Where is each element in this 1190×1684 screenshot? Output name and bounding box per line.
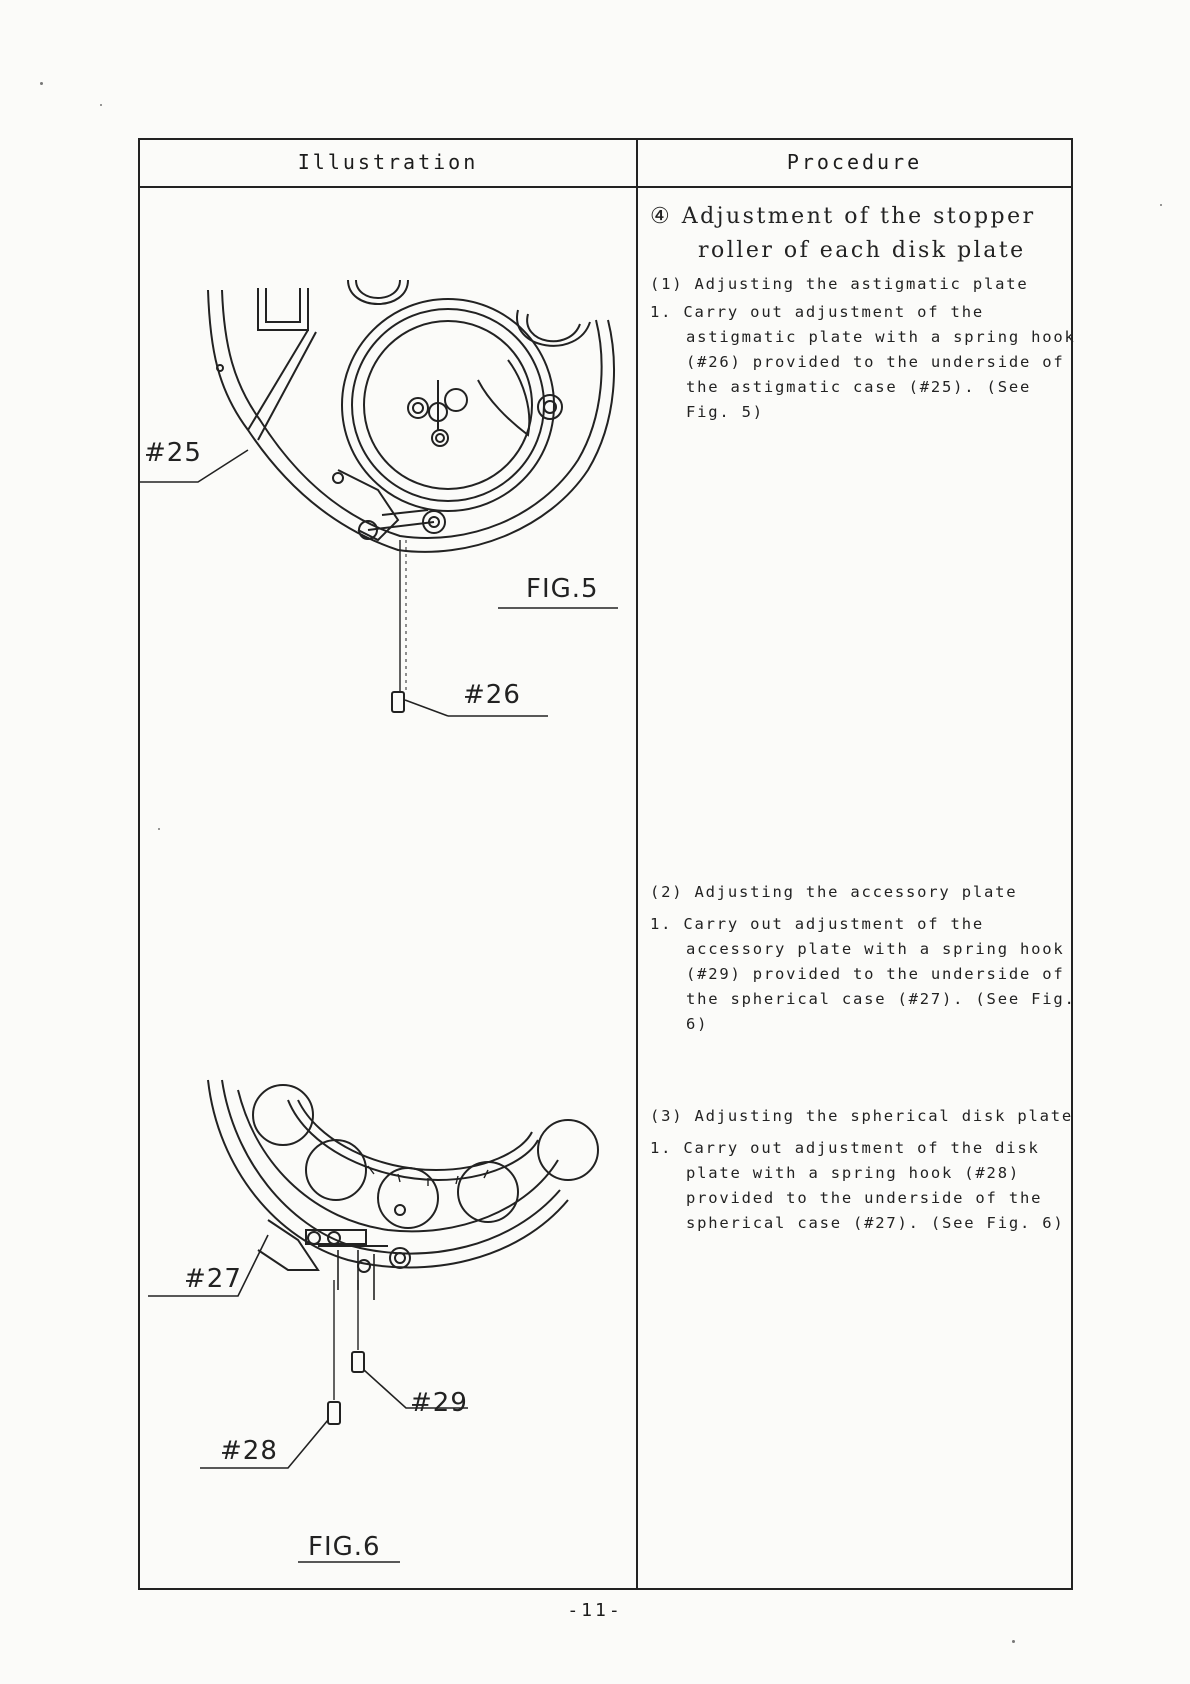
scan-speck — [1160, 204, 1162, 206]
figure-5-caption: FIG.5 — [526, 574, 599, 604]
step-3 — [650, 1104, 1080, 1236]
scan-speck — [100, 104, 102, 106]
section-title — [650, 200, 1080, 268]
section-title-line-2: roller of each disk plate — [698, 238, 1026, 263]
column-header-procedure: Procedure — [786, 150, 923, 174]
scan-speck — [158, 828, 160, 830]
figure-6-caption: FIG.6 — [308, 1532, 381, 1562]
label-28: #28 — [220, 1436, 278, 1466]
section-title-line-1: ④ Adjustment of the stopper — [650, 204, 1036, 229]
step-2 — [650, 880, 1080, 1037]
header-rule — [140, 186, 1071, 188]
column-divider — [636, 140, 638, 1588]
label-25: #25 — [144, 438, 202, 468]
page-number: -11- — [567, 1600, 623, 1621]
astigmatic-case-drawing — [138, 260, 634, 740]
spherical-case-drawing — [138, 1070, 634, 1590]
step-1-item: 1. Carry out adjustment of the astigmatic plate with a spring hook (#26) provided to the underside of the astigmatic case (#25). (See Fig. 5) — [650, 303, 1076, 421]
step-2-item: 1. Carry out adjustment of the accessory plate with a spring hook (#29) provided to the underside of the spherical case (#27). (See Fig. 6) — [650, 915, 1076, 1033]
label-26: #26 — [463, 680, 521, 710]
step-1-heading: (1) Adjusting the astigmatic plate — [650, 275, 1029, 293]
step-3-item: 1. Carry out adjustment of the disk plate with a spring hook (#28) provided to the underside of the spherical case (#27). (See Fig. 6) — [650, 1139, 1065, 1232]
column-header-illustration: Illustration — [297, 150, 479, 174]
scan-speck — [1012, 1640, 1015, 1643]
figure-6 — [138, 1070, 634, 1590]
scan-speck — [40, 82, 43, 85]
step-3-heading: (3) Adjusting the spherical disk plate — [650, 1107, 1074, 1125]
label-29: #29 — [410, 1388, 468, 1418]
label-27: #27 — [184, 1264, 242, 1294]
step-2-heading: (2) Adjusting the accessory plate — [650, 883, 1018, 901]
step-1 — [650, 272, 1080, 425]
figure-5 — [138, 260, 634, 740]
